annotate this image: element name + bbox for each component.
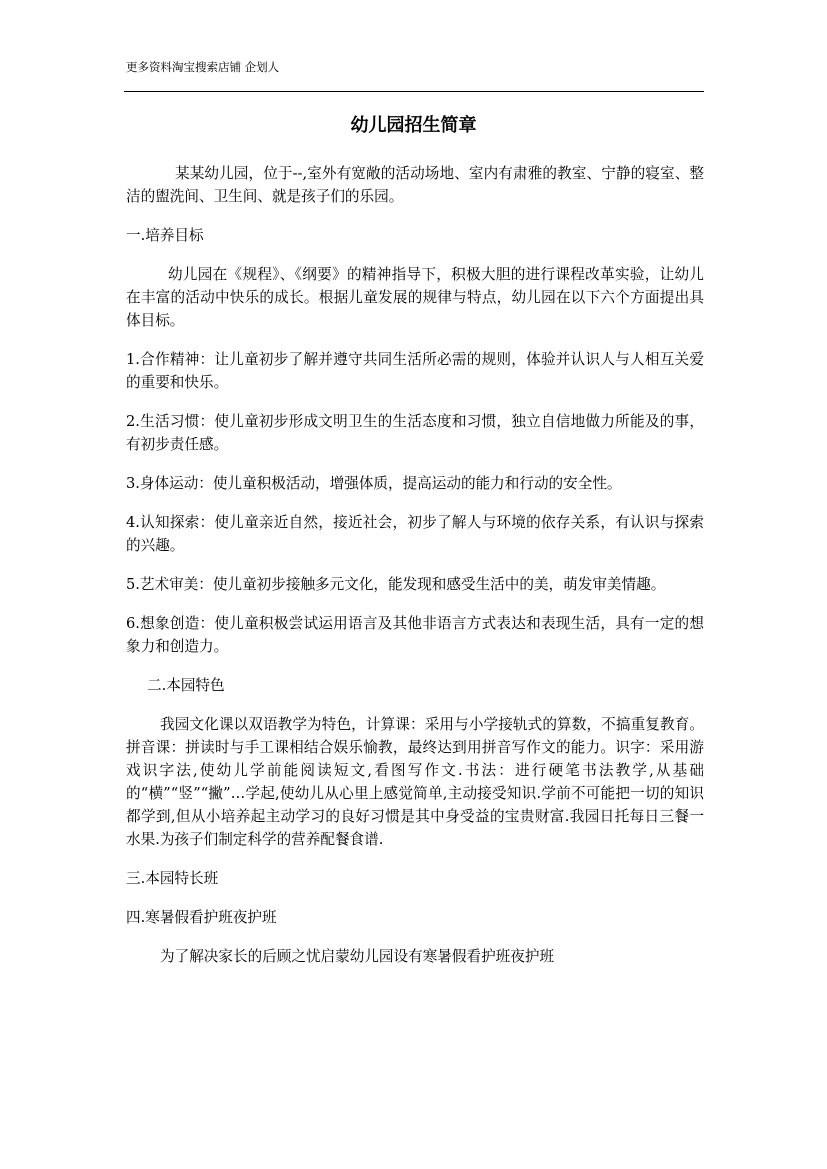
goals-paragraph: 幼儿园在《规程》、《纲要》的精神指导下，积极大胆的进行课程改革实验，让幼儿在丰富的活动中快乐的成长。根据儿童发展的规律与特点，幼儿园在以下六个方面提出具体目标。 — [126, 266, 704, 329]
features-paragraph: 我园文化课以双语教学为特色，计算课：采用与小学接轨式的算数，不搞重复教育。拼音课：拼读时与手工课相结合娱乐愉教，最终达到用拼音写作文的能力。识字：采用游戏识字法,使幼儿学前能阅读短文,看图写作文.书法：进行硬笔书法教学,从基础的“横”“竖”“撇”…学起,使幼儿从心里上感觉简单,主动接受知识.学前不可能把一切的知识都学到,但从小培养起主动学习的良好习惯是其中身受益的宝贵财富.我园日托每日三餐一水果.为孩子们制定科学的营养配餐食谱. — [126, 716, 704, 848]
goal-item: 3.身体运动：使儿童积极活动，增强体质，提高运动的能力和行动的安全性。 — [126, 475, 622, 492]
goal-item: 5.艺术审美：使儿童初步接触多元文化，能发现和感受生活中的美，萌发审美情趣。 — [126, 576, 666, 593]
page-header: 更多资料淘宝搜索店铺 企划人 — [126, 60, 280, 74]
document-body — [126, 162, 704, 984]
goal-item: 4.认知探索：使儿童亲近自然，接近社会，初步了解人与环境的依存关系，有认识与探索的兴趣。 — [126, 514, 704, 554]
holiday-care-paragraph: 为了解决家长的后顾之忧启蒙幼儿园设有寒暑假看护班夜护班 — [160, 948, 555, 965]
intro-paragraph: 某某幼儿园，位于--,室外有宽敞的活动场地、室内有肃雅的教室、宁静的寝室、整洁的盥洗间、卫生间、就是孩子们的乐园。 — [126, 165, 704, 205]
section-heading-specialty-classes: 三.本园特长班 — [126, 870, 219, 887]
section-heading-features: 二.本园特色 — [147, 677, 225, 694]
document-title: 幼儿园招生简章 — [350, 115, 477, 136]
section-heading-goals: 一.培养目标 — [126, 227, 204, 244]
section-heading-holiday-care: 四.寒暑假看护班夜护班 — [126, 909, 277, 926]
goal-item: 1.合作精神：让儿童初步了解并遵守共同生活所必需的规则，体验并认识人与人相互关爱的重要和快乐。 — [126, 351, 704, 391]
goal-item: 2.生活习惯：使儿童初步形成文明卫生的生活态度和习惯，独立自信地做力所能及的事，有初步责任感。 — [126, 413, 704, 453]
header-divider — [124, 91, 704, 92]
goal-item: 6.想象创造：使儿童积极尝试运用语言及其他非语言方式表达和表现生活，具有一定的想象力和创造力。 — [126, 615, 704, 655]
